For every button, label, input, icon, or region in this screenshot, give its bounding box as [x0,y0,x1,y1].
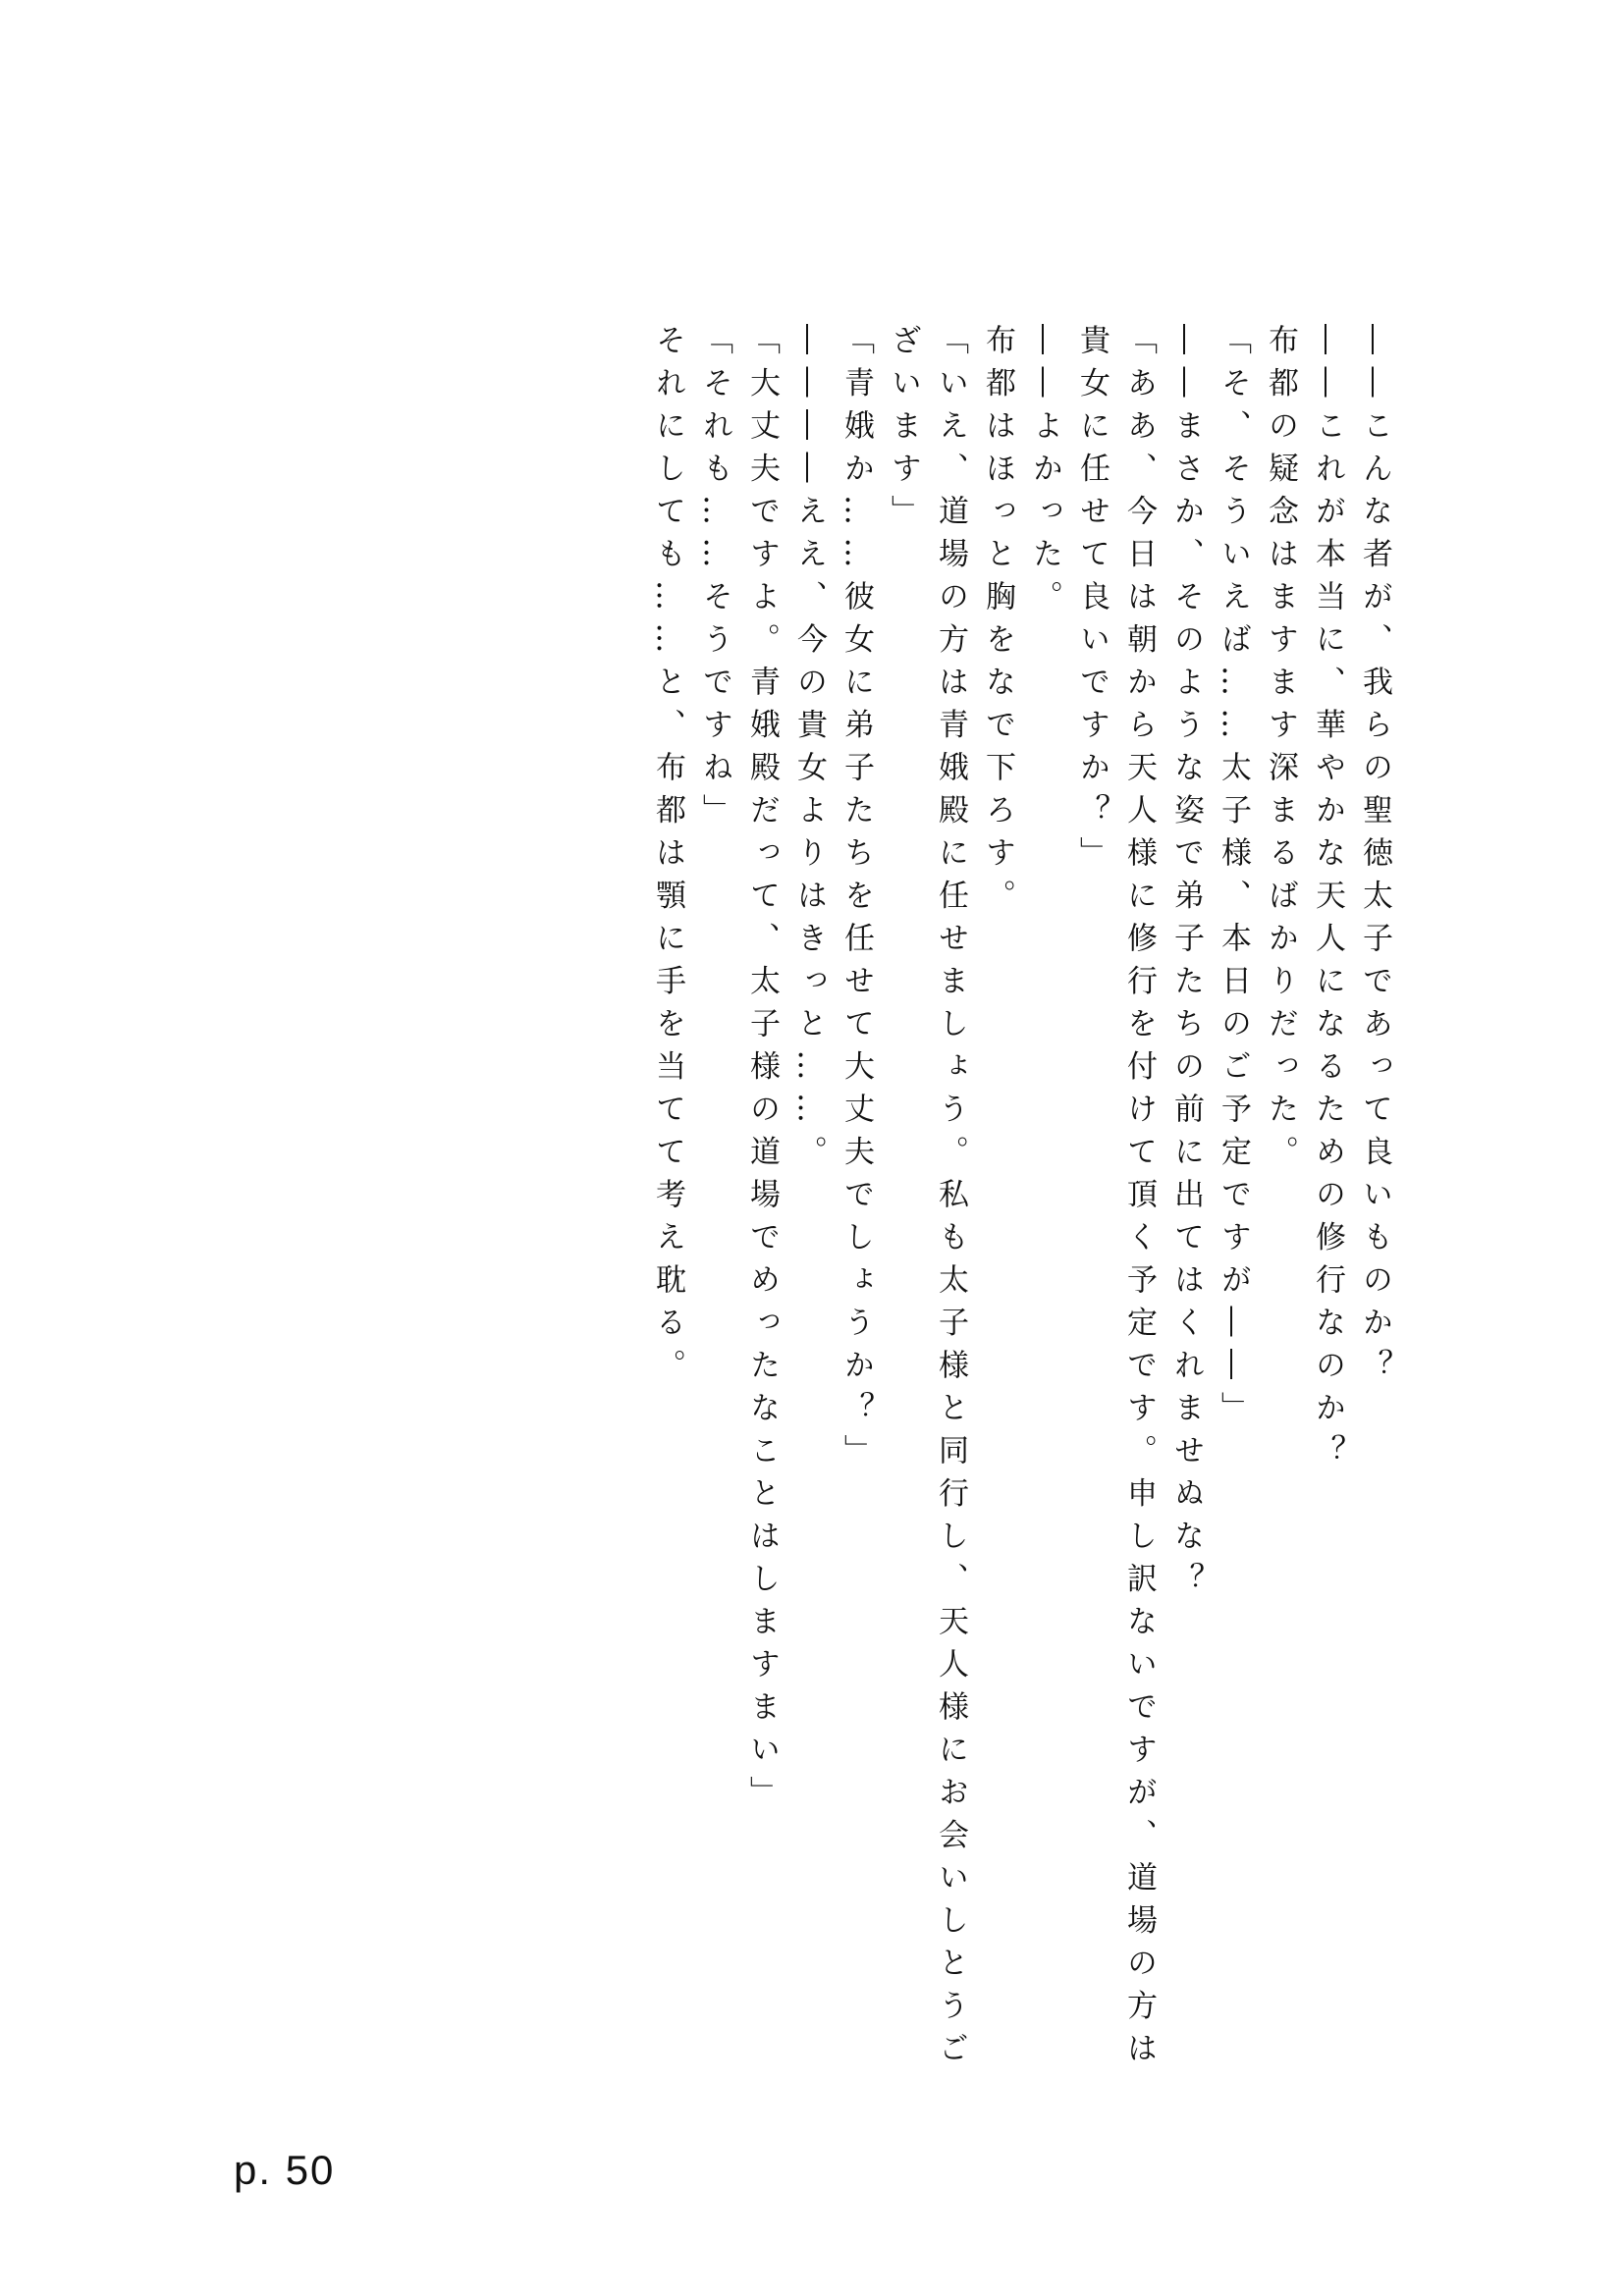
text-line: ――こんな者が、我らの聖徳太子であって良いものか？ [1357,324,1392,1392]
text-line: 「それも……そうですね」 [697,324,732,836]
text-line: ――――ええ、今の貴女よりはきっと……。 [791,324,827,1178]
page-number: p. 50 [234,2147,336,2193]
text-line: ざいます」 [886,324,921,538]
text-line: それにしても……と、布都は顎に手を当てて考え耽る。 [650,324,685,1392]
text-line: 貴女に任せて良いですか？」 [1074,324,1110,880]
text-line: 「ああ、今日は朝から天人様に修行を付けて頂く予定です。申し訳ないですが、道場の方は [1121,324,1157,2075]
text-line: ――よかった。 [1027,324,1062,623]
text-line: 布都の疑念はますます深まるばかりだった。 [1263,324,1298,1178]
vertical-text-body [644,324,1398,2091]
text-line: ――まさか、そのような姿で弟子たちの前に出てはくれませぬな？ [1168,324,1204,1605]
text-line: 「大丈夫ですよ。青娥殿だって、太子様の道場でめったなことはしますまい」 [744,324,780,1819]
text-line: 「そ、そういえば……太子様、本日のご予定ですが――」 [1216,324,1251,1434]
text-line: 「青娥か……彼女に弟子たちを任せて大丈夫でしょうか？」 [839,324,874,1477]
text-line: ――これが本当に、華やかな天人になるための修行なのか？ [1310,324,1345,1477]
text-line: 布都はほっと胸をなで下ろす。 [980,324,1015,922]
text-line: 「いえ、道場の方は青娥殿に任せましょう。私も太子様と同行し、天人様にお会いしとうご [933,324,968,2075]
